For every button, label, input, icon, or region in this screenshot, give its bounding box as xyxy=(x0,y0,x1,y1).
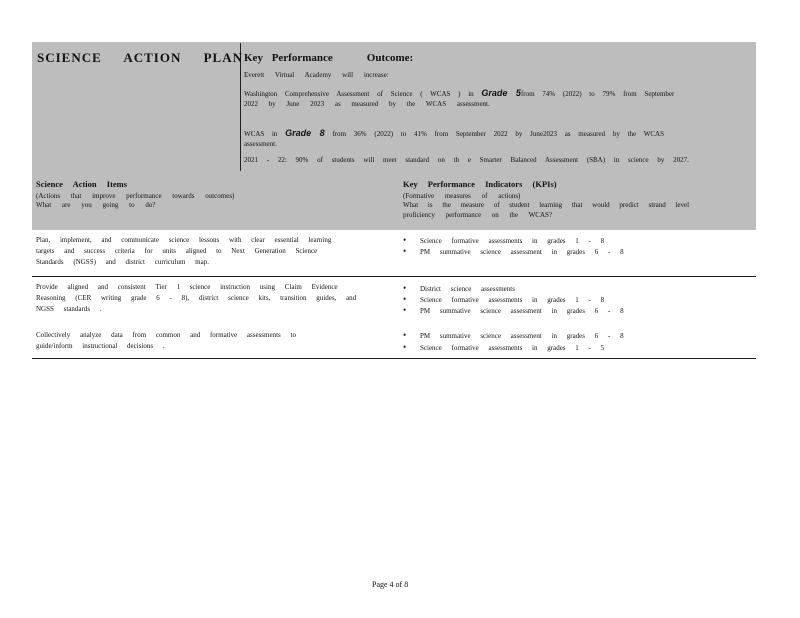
bullet-icon: • xyxy=(403,342,407,352)
row-2-kpi-3 xyxy=(403,305,624,317)
goal-2-grade: Grade 8 xyxy=(285,128,325,138)
goal-2-text-b: from 36% (2022) to 41% from September 2022 by June2023 as measured by the WCAS xyxy=(332,130,665,138)
row-3-action-line-2: guide/inform instructional decisions . xyxy=(36,342,165,350)
left-column-subtitle-1: (Actions that improve performance towards outcomes) xyxy=(36,192,235,200)
row-3-action-line-1: Collectively analyze data from common and formative assessments to xyxy=(36,331,296,339)
goal-2-line-1 xyxy=(244,129,664,139)
kpo-heading xyxy=(244,52,413,64)
bullet-icon: • xyxy=(403,294,407,304)
bullet-icon: • xyxy=(403,330,407,340)
goal-2-line-2: assessment. xyxy=(244,140,277,148)
row-2-action-line-1: Provide aligned and consistent Tier 1 science instruction using Claim Evidence xyxy=(36,283,338,291)
row-1-action-line-1: Plan, implement, and communicate science lessons with clear essential learning xyxy=(36,236,332,244)
row-2-action-line-2: Reasoning (CER writing grade 6 - 8), district science kits, transition guides, and xyxy=(36,294,357,302)
kpo-heading-outcome: Outcome: xyxy=(366,52,414,64)
right-column-title: Key Performance Indicators (KPIs) xyxy=(403,179,557,189)
row-2-kpi-3-text: PM summative science assessment in grades 6 - 8 xyxy=(420,307,624,315)
row-3-kpi-2-text: Science formative assessments in grades 1 - 5 xyxy=(420,344,605,352)
row-1-kpi-1-text: Science formative assessments in grades 1 - 8 xyxy=(420,237,605,245)
row-3-kpi-1 xyxy=(403,330,624,342)
goal-1-text-a: Washington Comprehensive Assessment of Science ( WCAS ) in xyxy=(244,90,474,98)
page-number: Page 4 of 8 xyxy=(372,580,409,589)
goal-2-text-a: WCAS in xyxy=(244,130,278,138)
row-1-kpi-2-text: PM summative science assessment in grades 6 - 8 xyxy=(420,248,624,256)
goal-1-line-2: 2022 by June 2023 as measured by the WCAS assessment. xyxy=(244,100,490,108)
left-column-subtitle-2: What are you going to do? xyxy=(36,201,156,209)
left-column-title: Science Action Items xyxy=(36,179,128,189)
kpo-heading-label: Key Performance xyxy=(244,52,333,64)
right-column-subtitle-1: (Formative measures of actions) xyxy=(403,192,521,200)
row-2-kpi-2-text: Science formative assessments in grades 1 - 8 xyxy=(420,296,605,304)
row-1-action-line-2: targets and success criteria for units aligned to Next Generation Science xyxy=(36,247,318,255)
table-bottom-rule xyxy=(32,358,756,359)
right-column-subtitle-3: proficiency performance on the WCAS? xyxy=(403,211,552,219)
bullet-icon: • xyxy=(403,235,407,245)
row-2-action-line-3: NGSS standards . xyxy=(36,305,102,313)
row-2-kpi-1-text: District science assessments xyxy=(420,285,515,293)
goal-1-line-1 xyxy=(244,89,674,99)
bullet-icon: • xyxy=(403,305,407,315)
goal-1-grade: Grade 5 xyxy=(481,88,521,98)
row-1-kpi-2 xyxy=(403,246,624,258)
goal-3: 2021 - 22: 90% of students will meet standard on th e Smarter Balanced Assessment (SBA) in science by 2027. xyxy=(244,156,689,164)
kpo-intro: Everett Virtual Academy will increase: xyxy=(244,71,389,79)
row-3-kpi-1-text: PM summative science assessment in grades 6 - 8 xyxy=(420,332,624,340)
page-title: SCIENCE ACTION PLAN xyxy=(37,50,243,65)
bullet-icon: • xyxy=(403,246,407,256)
right-column-subtitle-2: What is the measure of student learning that would predict strand level xyxy=(403,201,690,209)
goal-1-text-b: from 74% (2022) to 79% from September xyxy=(520,90,675,98)
row-1-action-line-3: Standards (NGSS) and district curriculum map. xyxy=(36,258,209,266)
bullet-icon: • xyxy=(403,283,407,293)
row-divider xyxy=(32,276,756,277)
row-3-kpi-2 xyxy=(403,342,604,354)
